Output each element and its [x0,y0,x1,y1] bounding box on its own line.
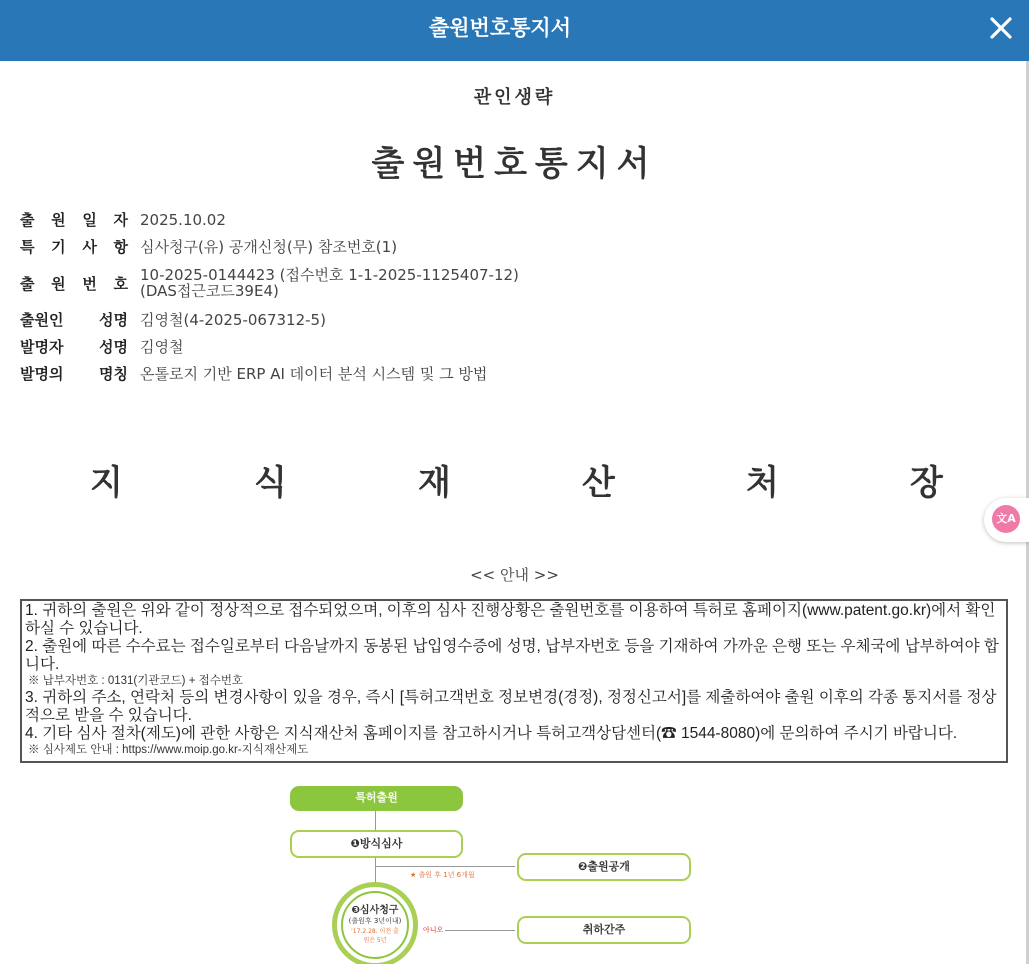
flow-exam-request [332,882,418,964]
guide-item: 1. 귀하의 출원은 위와 같이 정상적으로 접수되었으며, 이후의 심사 진행상황은 출원번호를 이용하여 특허로 홈페이지(www.patent.go.kr)에서 확인하실 수 있습니다. [25,602,996,637]
info-label: 출원인 성명 [20,311,128,329]
flow-connector [445,930,515,931]
info-value: 김영철 [140,337,184,356]
guide-note: ※ 심사제도 안내 : https://www.moip.go.kr-지식재산제도 [28,744,309,756]
office-char: 처 [746,463,779,503]
guide-item: 3. 귀하의 주소, 연락처 등의 변경사항이 있을 경우, 즉시 [특허고객번호 정보변경(경정), 정정신고서]를 제출하여야 출원 이후의 각종 통지서를 정상적으로 받을 수 있습니다. [25,689,997,724]
flow-start-filing: 특허출원 [290,786,463,811]
exam-request-title: ❸심사청구 [351,905,399,916]
translate-button[interactable] [984,498,1029,542]
office-char: 지 [90,463,123,503]
office-char: 재 [418,463,451,503]
flow-publication: ❷출원공개 [517,853,691,881]
exam-request-deadline: (출원후 3년이내) [348,917,402,925]
office-char: 식 [254,463,287,503]
info-value: 온톨로지 기반 ERP AI 데이터 분석 시스템 및 그 방법 [140,364,488,383]
info-label: 발명자 성명 [20,338,128,356]
issuing-office [90,455,945,503]
guide-note: ※ 납부자번호 : 0131(기관코드) + 접수번호 [28,675,244,687]
info-label: 출 원 번 호 [20,274,128,293]
info-value: 2025.10.02 [140,210,226,229]
guide-item: 4. 기타 심사 절차(제도)에 관한 사항은 지식재산처 홈페이지를 참고하시거나 특허고객상담센터(☎ 1544-8080)에 문의하여 주시기 바랍니다. [25,725,958,742]
info-label: 발명의 명칭 [20,365,128,383]
flow-formality-exam: ❶방식심사 [290,830,463,858]
das-access-code: (DAS접근코드39E4) [140,282,279,300]
info-row-filing-date [20,206,920,233]
info-value: 김영철(4-2025-067312-5) [140,310,326,329]
info-value [140,267,519,299]
info-row-application-number [20,260,920,306]
flow-deemed-withdrawn: 취하간주 [517,916,691,944]
office-char: 장 [910,463,943,503]
seal-omitted-note: 관인생략 [473,87,556,108]
flow-no-label: 아니오 [423,926,444,934]
guide-heading: << 안내 >> [470,566,559,584]
guide-item: 2. 출원에 따른 수수료는 접수일로부터 다음날까지 동봉된 납입영수증에 성명, 납부자번호 등을 기재하여 가까운 은행 또는 우체국에 납부하여야 합니다. [25,638,999,673]
modal-title: 출원번호통지서 [428,16,571,40]
office-char: 산 [582,463,615,503]
guide-notice-box [20,599,1008,763]
flow-connector [375,810,376,830]
process-flowchart [280,780,700,964]
close-icon[interactable] [985,12,1017,44]
exam-request-note: '17.2.28. 이전 출원은 5년 [351,928,399,944]
modal-header [0,0,1029,61]
document-title: 출원번호통지서 [371,144,658,184]
application-number: 10-2025-0144423 (접수번호 1-1-2025-1125407-12) [140,266,519,284]
info-row-inventor [20,333,920,360]
info-row-applicant [20,306,920,333]
info-label: 특 기 사 항 [20,238,128,256]
info-label: 출 원 일 자 [20,211,128,229]
translate-icon: 文A [992,505,1020,533]
flow-connector [375,866,515,867]
flow-publication-note: ★ 출원 후 1년 6개월 [410,871,475,879]
application-info [20,206,920,387]
info-row-special-notes [20,233,920,260]
info-value: 심사청구(유) 공개신청(무) 참조번호(1) [140,237,398,256]
info-row-invention-title [20,360,920,387]
